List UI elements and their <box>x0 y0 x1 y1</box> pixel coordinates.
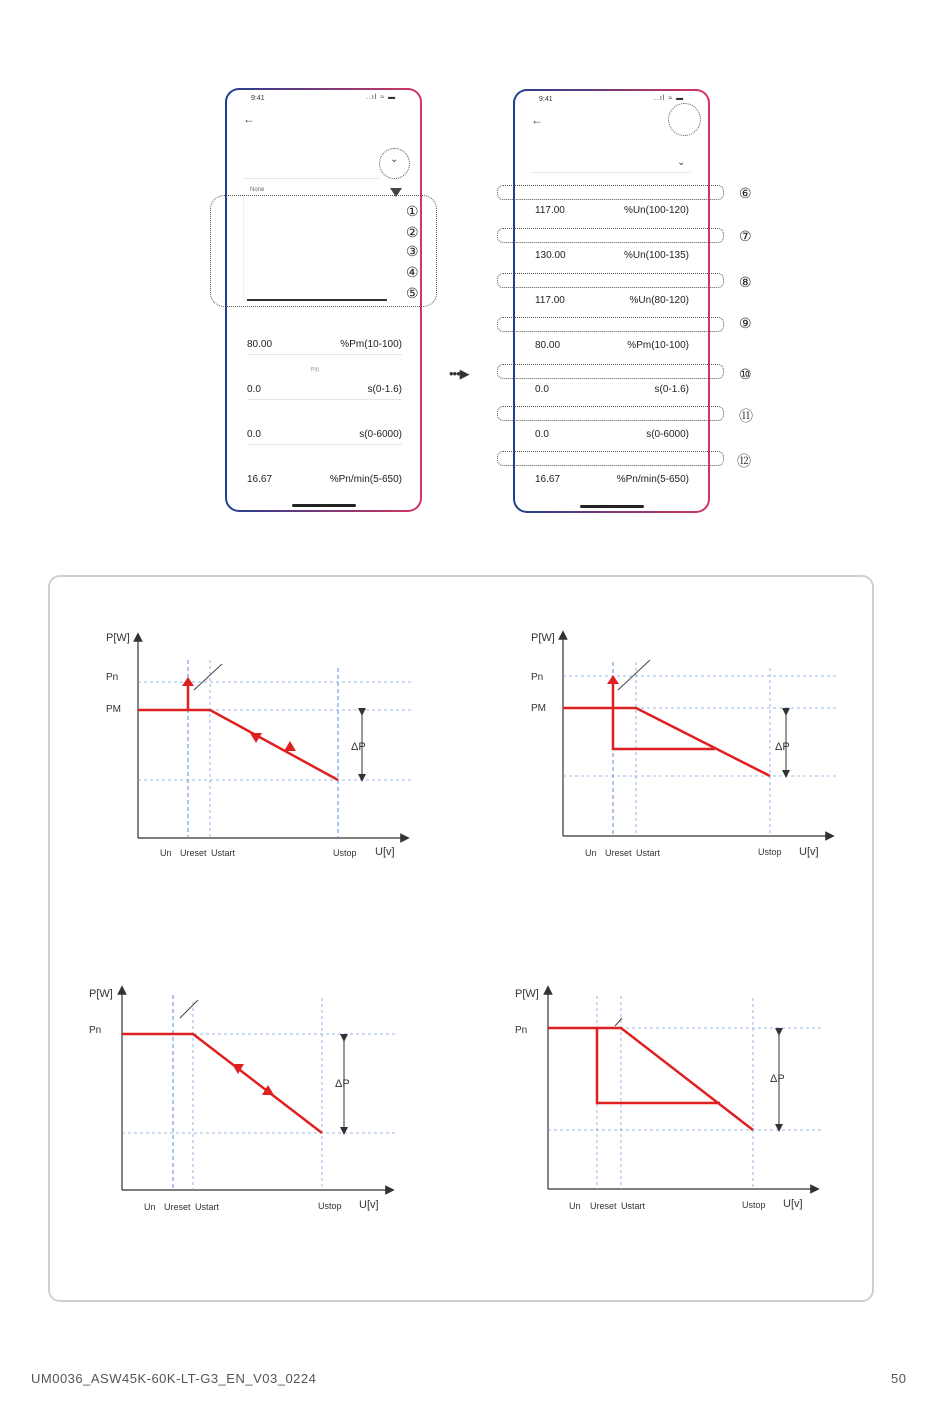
ustart-label: Ustart <box>211 848 236 858</box>
field-unit: s(0-1.6) <box>654 384 689 395</box>
callout-6: ⑥ <box>739 185 752 201</box>
field-small-label: P(t) <box>311 367 320 373</box>
field-value[interactable]: 0.0 <box>535 384 549 395</box>
field-unit: s(0-1.6) <box>367 384 402 395</box>
delta-label: ΔP <box>351 741 366 753</box>
ureset-label: Ureset <box>164 1202 191 1212</box>
chevron-down-icon[interactable]: ⌄ <box>390 154 399 165</box>
pn-label: Pn <box>106 672 119 683</box>
ustop-label: Ustop <box>742 1200 766 1210</box>
x-axis-label: U[v] <box>375 846 395 858</box>
field-unit: %Pn/min(5-650) <box>329 474 402 485</box>
status-signal-icons: ..ıl ≈ ▬ <box>654 95 685 102</box>
ustop-label: Ustop <box>758 847 782 857</box>
delta-label: ΔP <box>775 741 790 753</box>
callout-8: ⑧ <box>739 274 752 290</box>
field-value[interactable]: 0.0 <box>247 429 261 440</box>
callout-11: ⑪ <box>739 408 753 424</box>
pn-label: Pn <box>515 1025 528 1036</box>
y-axis-label: P[W] <box>531 632 555 644</box>
callout-3: ③ <box>406 243 419 259</box>
diagram-3 <box>89 988 398 1212</box>
pn-label: Pn <box>89 1025 102 1036</box>
chevron-down-icon[interactable]: ⌄ <box>677 157 686 168</box>
x-axis-label: U[v] <box>783 1198 803 1210</box>
un-label: Un <box>585 848 597 858</box>
callout-12: ⑫ <box>737 453 751 469</box>
ustop-label: Ustop <box>333 848 357 858</box>
field-unit: %Un(100-135) <box>623 250 689 261</box>
field-unit: %Pm(10-100) <box>340 339 402 350</box>
ureset-label: Ureset <box>590 1201 617 1211</box>
transition-arrow-icon: •••▶ <box>449 366 469 381</box>
list-header-none: None <box>250 187 265 193</box>
ustop-label: Ustop <box>318 1201 342 1211</box>
y-axis-label: P[W] <box>89 988 113 1000</box>
field-unit: %Pm(10-100) <box>627 340 689 351</box>
field-value[interactable]: 16.67 <box>535 474 561 485</box>
status-signal-icons: ..ıl ≈ ▬ <box>366 94 397 101</box>
field-value[interactable]: 0.0 <box>535 429 549 440</box>
callout-1: ① <box>406 203 419 219</box>
footer-page-number: 50 <box>891 1371 907 1386</box>
callout-5: ⑤ <box>406 285 419 301</box>
field-value[interactable]: 80.00 <box>535 340 561 351</box>
field-value[interactable]: 117.00 <box>535 295 565 306</box>
field-value[interactable]: 0.0 <box>247 384 261 395</box>
callout-10: ⑩ <box>739 366 752 382</box>
field-unit: %Un(100-120) <box>623 205 689 216</box>
un-label: Un <box>160 848 172 858</box>
callout-9: ⑨ <box>739 315 752 331</box>
pn-label: Pn <box>531 672 544 683</box>
field-unit: %Un(80-120) <box>629 295 689 306</box>
callout-2: ② <box>406 224 419 240</box>
pm-label: PM <box>106 704 121 715</box>
field-value[interactable]: 117.00 <box>535 205 565 216</box>
field-unit: %Pn/min(5-650) <box>616 474 689 485</box>
un-label: Un <box>144 1202 156 1212</box>
diagram-1 <box>106 632 413 858</box>
ureset-label: Ureset <box>605 848 632 858</box>
diagram-2 <box>531 632 836 858</box>
field-unit: s(0-6000) <box>359 429 402 440</box>
delta-label: ΔP <box>335 1078 350 1090</box>
ustart-label: Ustart <box>636 848 661 858</box>
callout-4: ④ <box>406 264 419 280</box>
delta-label: ΔP <box>770 1073 785 1085</box>
status-time: 9:41 <box>251 95 265 102</box>
x-axis-label: U[v] <box>359 1199 379 1211</box>
footer-doc-id: UM0036_ASW45K-60K-LT-G3_EN_V03_0224 <box>31 1371 317 1386</box>
field-value[interactable]: 16.67 <box>247 474 273 485</box>
back-arrow-icon[interactable]: ← <box>531 113 543 127</box>
diagram-4 <box>515 988 822 1211</box>
field-unit: s(0-6000) <box>646 429 689 440</box>
y-axis-label: P[W] <box>515 988 539 1000</box>
ureset-label: Ureset <box>180 848 207 858</box>
callout-7: ⑦ <box>739 228 752 244</box>
un-label: Un <box>569 1201 581 1211</box>
ustart-label: Ustart <box>621 1201 646 1211</box>
y-axis-label: P[W] <box>106 632 130 644</box>
ustart-label: Ustart <box>195 1202 220 1212</box>
status-time: 9:41 <box>539 96 553 103</box>
back-arrow-icon[interactable]: ← <box>243 112 255 126</box>
pm-label: PM <box>531 703 546 714</box>
x-axis-label: U[v] <box>799 846 819 858</box>
field-value[interactable]: 130.00 <box>535 250 566 261</box>
field-value[interactable]: 80.00 <box>247 339 273 350</box>
